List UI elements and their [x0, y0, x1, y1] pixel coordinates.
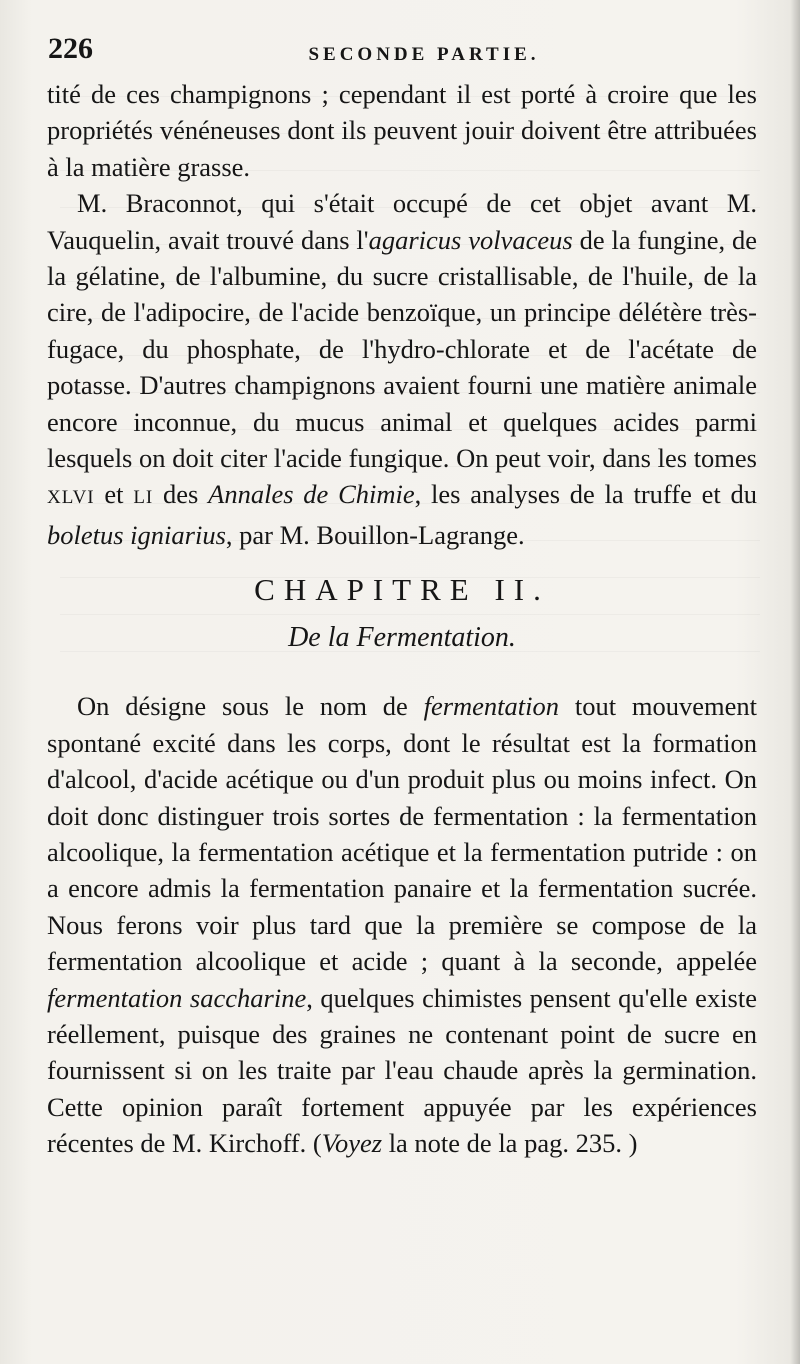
paragraph-fermentation [47, 688, 757, 1161]
text-run: tout mouvement spontané excité dans les corps, dont le résultat est la formation d'alcool, d'acide acétique ou d'un produit plus ou moins infect. On doit donc distinguer trois sortes de fermentation : la fermentation alcoolique, la fermentation acétique et la fermentation putride : on a encore admis la fermentation panaire et la fermentation sucrée. Nous ferons voir plus tard que la première se compose de la fermentation alcoolique et acide ; quant à la seconde, appelée [47, 691, 757, 977]
italic-term: fermentation saccharine [47, 982, 307, 1013]
text-run: , quelques chimistes pensent qu'elle existe réellement, puisque des graines ne contenant point de sucre en fournissent si on les traite par l'eau chaude après la germination. Cette opinion paraît fortement appuyée par les expériences récentes de M. Kirchoff. ( [47, 982, 757, 1159]
page-header [48, 32, 760, 72]
page-number: 226 [48, 32, 93, 65]
paragraph-continuation [47, 76, 757, 185]
text-run: la note de la pag. 235. ) [382, 1128, 638, 1159]
chapter-title: CHAPITRE II. [254, 572, 550, 608]
text-run: de la fungine, de la gélatine, de l'albumine, du sucre cristallisable, de l'huile, de la cire, de l'adipocire, de l'acide benzoïque, un principe délétère très-fugace, du phosphate, de l'hydro-chlorate et de l'acétate de potasse. D'autres champignons avaient fourni une matière animale encore inconnue, du mucus animal et quelques acides parmi lesquels on doit citer l'acide fungique. On peut voir, dans les tomes [47, 224, 757, 474]
text-run: des [153, 479, 209, 510]
volume-number: LI [133, 487, 154, 509]
page-body [47, 76, 757, 1162]
running-head: SECONDE PARTIE. [308, 44, 540, 65]
text-run: et [94, 479, 134, 510]
italic-term: boletus igniarius [47, 519, 226, 550]
text-run: M. Braconnot, qui s'était occupé de cet objet avant M. Vauquelin, avait trouvé dans l' [47, 188, 757, 255]
paragraph-braconnot [47, 185, 757, 553]
italic-title: Annales de Chimie [208, 479, 415, 510]
italic-term: Voyez [321, 1128, 383, 1159]
paragraph-text: tité de ces champignons ; cependant il est porté à croire que les propriétés vénéneuses dont ils peuvent jouir doivent être attribuées à la matière grasse. [47, 79, 757, 182]
text-run: , les analyses de la truffe et du [414, 479, 758, 510]
italic-term: fermentation [423, 691, 560, 722]
italic-term: agaricus volvaceus [368, 224, 573, 255]
text-run: On désigne sous le nom de [77, 691, 424, 722]
volume-number: XLVI [47, 487, 95, 509]
chapter-subtitle: De la Fermentation. [288, 622, 516, 654]
text-run: , par M. Bouillon-Lagrange. [225, 519, 525, 550]
